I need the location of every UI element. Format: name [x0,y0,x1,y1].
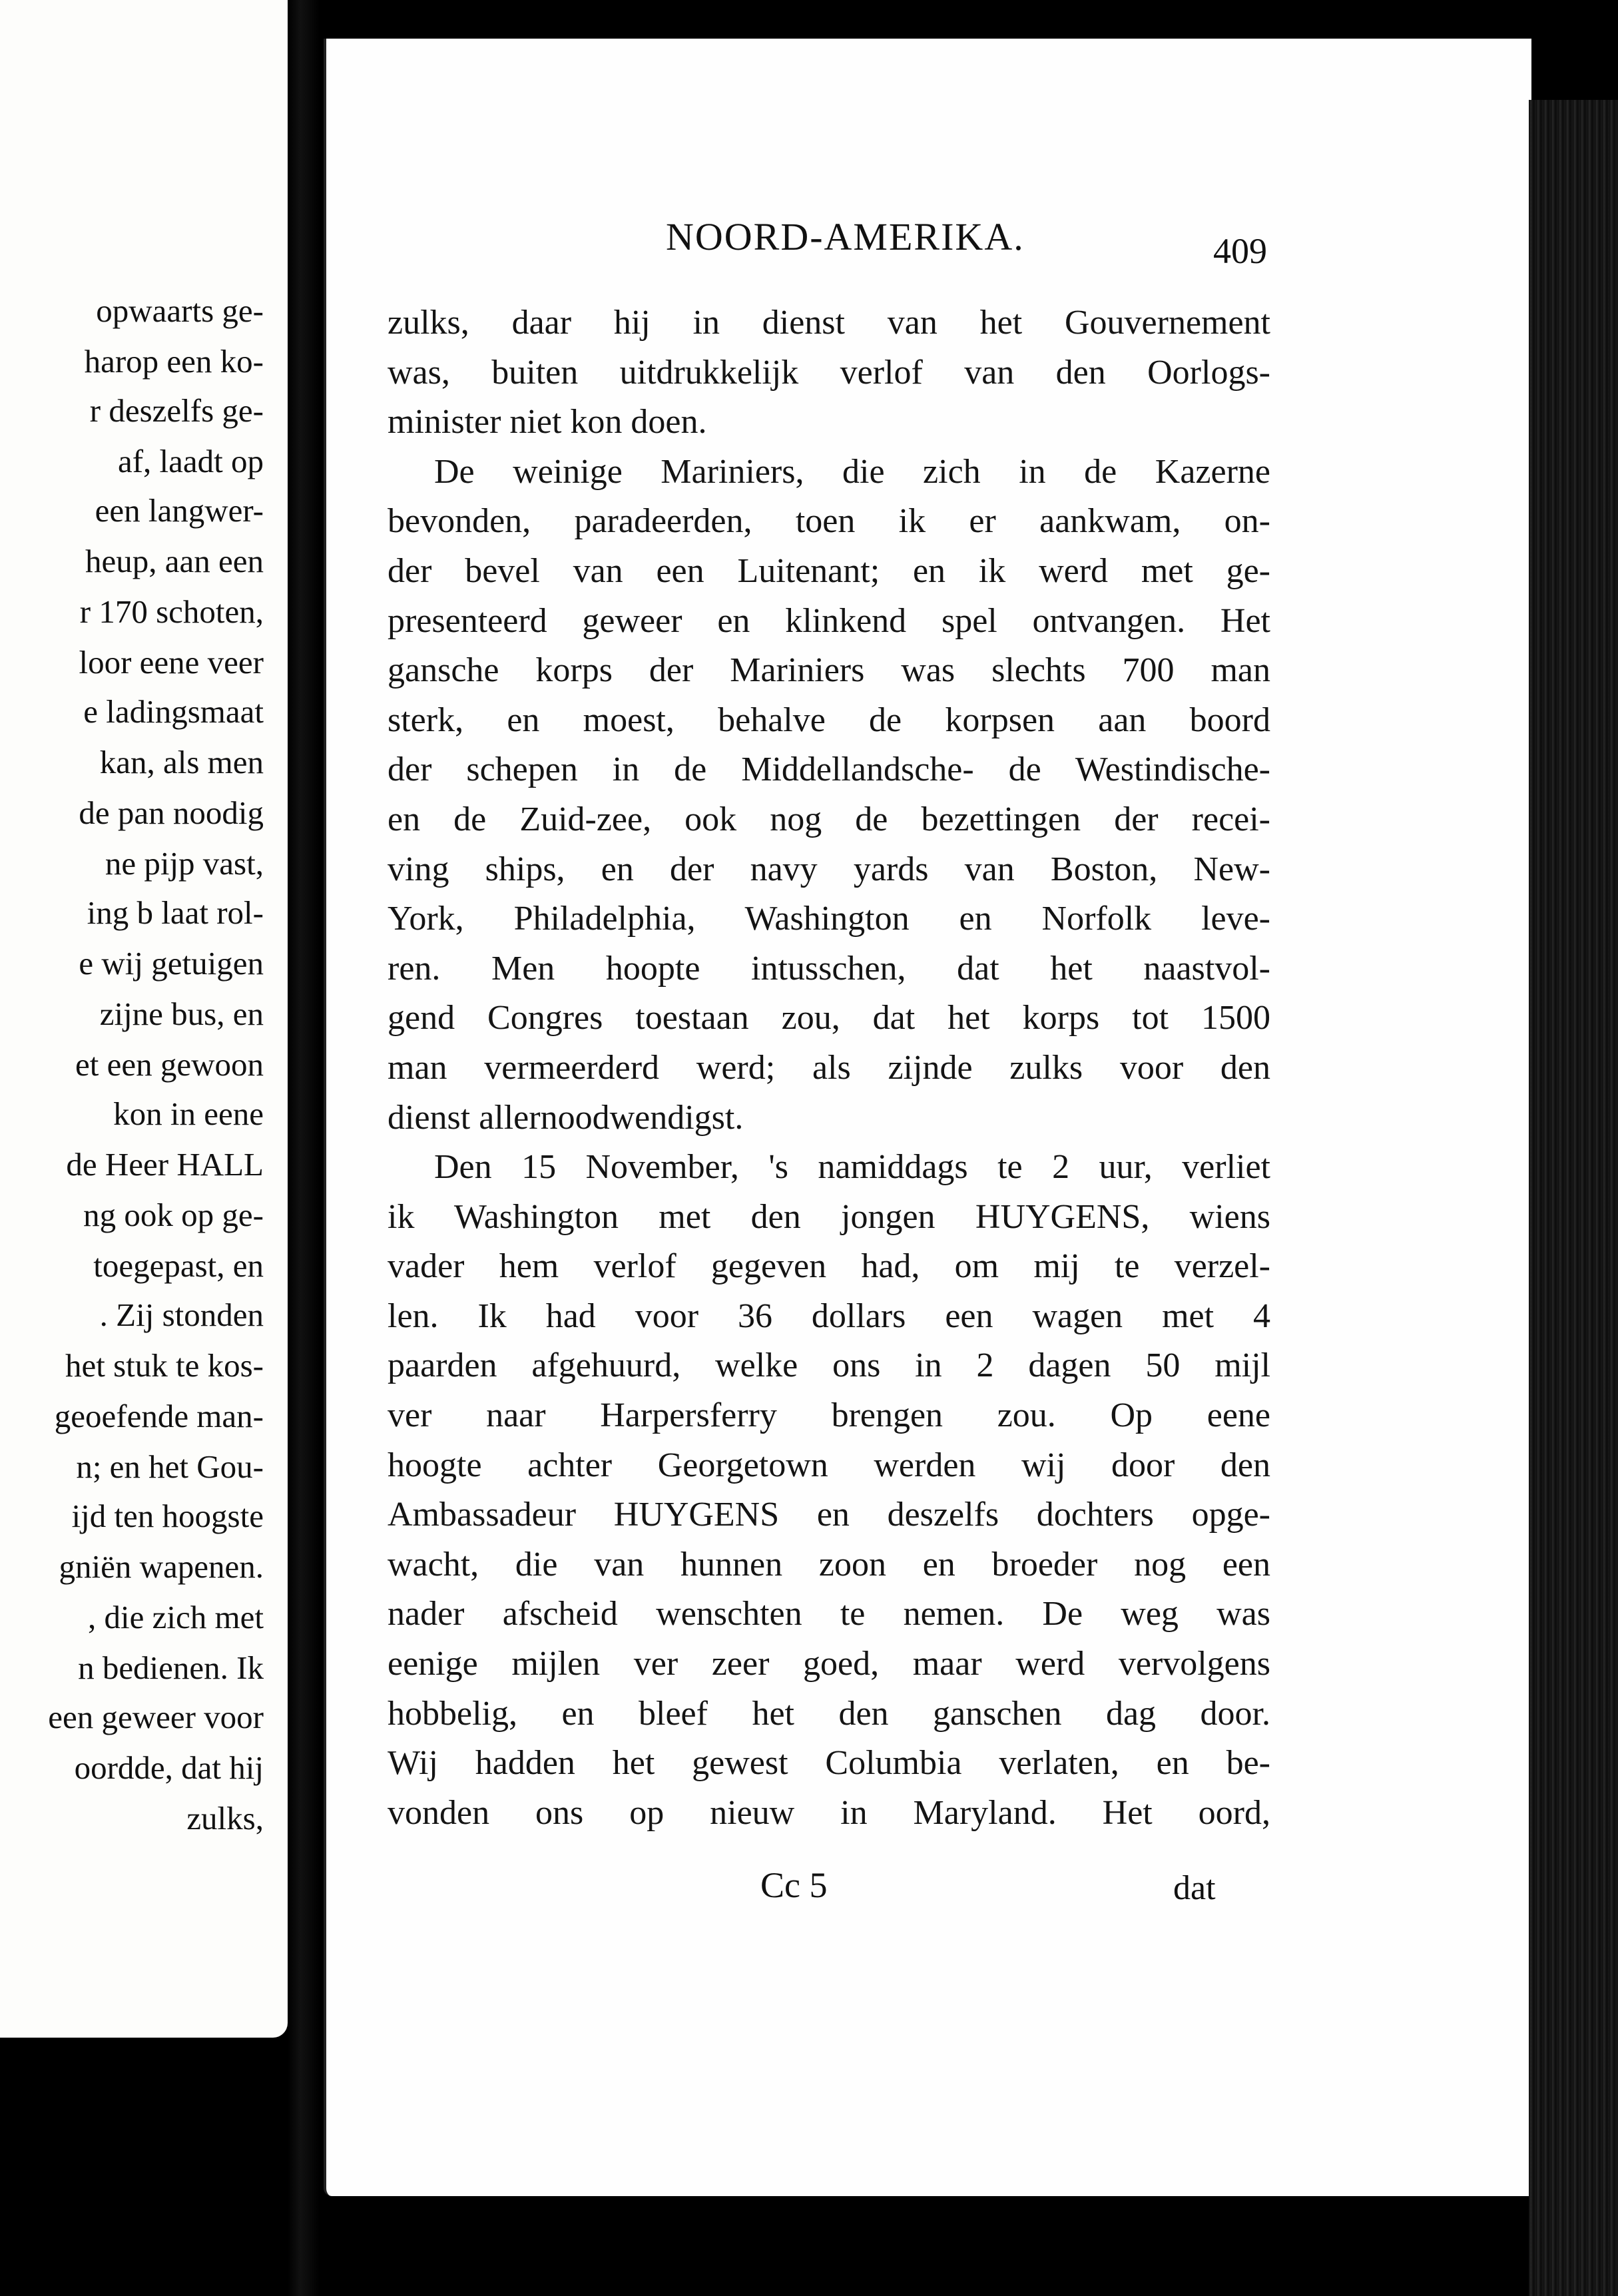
left-line: e wij getuigen [79,945,264,982]
text-line: ving ships, en der navy yards van Boston, New- [388,850,1270,888]
text-line: vader hem verlof gegeven had, om mij te verzel- [388,1247,1270,1286]
text-line: York, Philadelphia, Washington en Norfolk leve- [388,900,1270,938]
signature-mark: Cc 5 [760,1865,828,1905]
left-line: , die zich met [88,1599,264,1635]
body-text [388,298,1270,1838]
left-line: het stuk te kos- [65,1347,264,1384]
left-line: geoefende man- [54,1398,264,1434]
left-line: r deszelfs ge- [89,392,264,429]
text-line: hobbelig, en bleef het den ganschen dag door. [388,1694,1270,1733]
text-line: gend Congres toestaan zou, dat het korps tot 1500 [388,999,1270,1037]
running-head: NOORD-AMERIKA. [666,215,1025,258]
left-line: de pan noodig [79,794,264,831]
left-line: kon in eene [113,1095,264,1132]
text-line: dienst allernoodwendigst. [388,1098,744,1137]
gutter-shadow [288,0,320,2296]
page-edges [1529,100,1618,2296]
text-line: ver naar Harpersferry brengen zou. Op eene [388,1396,1270,1435]
left-line: harop een ko- [84,343,264,380]
text-line: Ambassadeur HUYGENS en deszelfs dochters opge- [388,1496,1270,1534]
left-line: een geweer voor [48,1699,264,1735]
text-line: minister niet kon doen. [388,403,707,441]
left-line: loor eene veer [79,644,264,681]
text-line: presenteerd geweer en klinkend spel ontvangen. Het [388,601,1270,640]
text-line: gansche korps der Mariniers was slechts 700 man [388,651,1270,690]
left-line: ng ook op ge- [83,1197,264,1233]
page-number: 409 [1213,231,1267,271]
text-line: ren. Men hoopte intusschen, dat het naastvol- [388,949,1270,988]
left-line: ijd ten hoogste [71,1498,264,1534]
left-line: et een gewoon [75,1046,264,1083]
left-page [0,0,288,2038]
left-line: n bedienen. Ik [78,1649,264,1686]
text-line: zulks, daar hij in dienst van het Gouvernement [388,304,1270,342]
catchword: dat [1173,1869,1216,1907]
text-line: der schepen in de Middellandsche- de Westindische- [388,750,1270,789]
left-line: af, laadt op [117,443,264,479]
left-line: toegepast, en [93,1247,264,1284]
left-line: n; en het Gou- [76,1448,264,1485]
left-line: zijne bus, en [99,996,264,1032]
left-line: e ladingsmaat [83,693,264,730]
left-line: opwaarts ge- [96,292,264,329]
text-line: Wij hadden het gewest Columbia verlaten, en be- [388,1744,1270,1783]
text-line: der bevel van een Luitenant; en ik werd met ge- [388,551,1270,590]
left-line: oordde, dat hij [74,1749,264,1786]
text-line: en de Zuid-zee, ook nog de bezettingen der recei- [388,800,1270,838]
text-line: len. Ik had voor 36 dollars een wagen met 4 [388,1296,1270,1335]
left-line: een langwer- [95,492,264,529]
text-line: was, buiten uitdrukkelijk verlof van den Oorlogs- [388,353,1270,392]
text-line: bevonden, paradeerden, toen ik er aankwam, on- [388,502,1270,541]
text-line: vonden ons op nieuw in Maryland. Het oord, [388,1793,1270,1832]
left-line: ne pijp vast, [105,845,264,882]
text-line: wacht, die van hunnen zoon en broeder nog een [388,1545,1270,1583]
left-line: ing b laat rol- [87,894,264,931]
left-line: heup, aan een [85,543,264,579]
text-line: sterk, en moest, behalve de korpsen aan boord [388,701,1270,739]
text-line: hoogte achter Georgetown werden wij door den [388,1446,1270,1484]
text-line: De weinige Mariniers, die zich in de Kazerne [434,452,1270,491]
text-line: Den 15 November, 's namiddags te 2 uur, verliet [434,1148,1270,1187]
text-line: ik Washington met den jongen HUYGENS, wiens [388,1197,1270,1236]
text-line: nader afscheid wenschten te nemen. De weg was [388,1595,1270,1633]
left-line: . Zij stonden [99,1296,264,1333]
left-line: zulks, [186,1800,264,1837]
left-line: kan, als men [99,744,264,780]
text-line: eenige mijlen ver zeer goed, maar werd vervolgens [388,1645,1270,1683]
left-line: gniën wapenen. [59,1548,264,1585]
left-line: de Heer HALL [66,1146,264,1183]
left-line: r 170 schoten, [79,593,264,630]
text-line: paarden afgehuurd, welke ons in 2 dagen 50 mijl [388,1346,1270,1385]
text-line: man vermeerderd werd; als zijnde zulks voor den [388,1048,1270,1087]
